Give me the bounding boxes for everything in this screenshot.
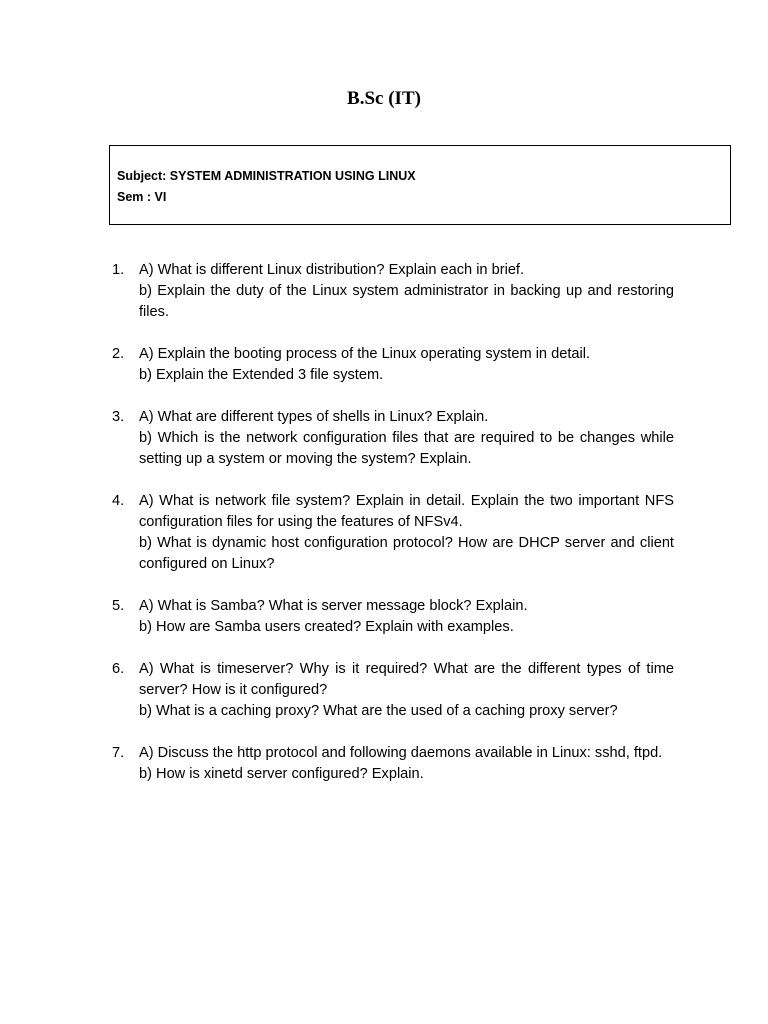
- question-part-b: b) What is a caching proxy? What are the used of a caching proxy server?: [139, 703, 618, 719]
- question-number: 2.: [112, 346, 125, 362]
- question-part-a: A) What is different Linux distribution? Explain each in brief.: [139, 262, 525, 278]
- question-part-a: A) What is timeserver? Why is it required? What are the different types of time server? How is it configured?: [139, 661, 674, 698]
- question-item: [112, 491, 674, 575]
- question-part-b: b) Explain the duty of the Linux system administrator in backing up and restoring files.: [139, 283, 674, 320]
- question-part-a: A) Discuss the http protocol and following daemons available in Linux: sshd, ftpd.: [139, 745, 663, 761]
- question-part-b: b) How are Samba users created? Explain with examples.: [139, 619, 514, 635]
- question-number: 4.: [112, 493, 125, 509]
- question-part-a: A) What are different types of shells in Linux? Explain.: [139, 409, 489, 425]
- question-item: [112, 407, 674, 470]
- question-part-b: b) How is xinetd server configured? Explain.: [139, 766, 424, 782]
- question-item: [112, 344, 674, 386]
- question-number: 7.: [112, 745, 125, 761]
- question-part-a: A) What is Samba? What is server message block? Explain.: [139, 598, 528, 614]
- question-part-b: b) Explain the Extended 3 file system.: [139, 367, 384, 383]
- question-part-b: b) What is dynamic host configuration protocol? How are DHCP server and client configured on Linux?: [139, 535, 674, 572]
- page-title: B.Sc (IT): [347, 88, 421, 109]
- semester-line: Sem : VI: [117, 190, 167, 204]
- question-item: [112, 596, 674, 638]
- question-list: [112, 260, 674, 806]
- subject-line: Subject: SYSTEM ADMINISTRATION USING LINUX: [117, 169, 416, 183]
- question-part-a: A) What is network file system? Explain in detail. Explain the two important NFS configuration files for using the features of NFSv4.: [139, 493, 674, 530]
- question-item: [112, 743, 674, 785]
- question-item: [112, 659, 674, 722]
- question-number: 3.: [112, 409, 125, 425]
- question-part-b: b) Which is the network configuration files that are required to be changes while setting up a system or moving the system? Explain.: [139, 430, 674, 467]
- subject-box: [109, 145, 731, 225]
- question-number: 5.: [112, 598, 125, 614]
- question-item: [112, 260, 674, 323]
- question-part-a: A) Explain the booting process of the Linux operating system in detail.: [139, 346, 591, 362]
- question-number: 6.: [112, 661, 125, 677]
- question-number: 1.: [112, 262, 125, 278]
